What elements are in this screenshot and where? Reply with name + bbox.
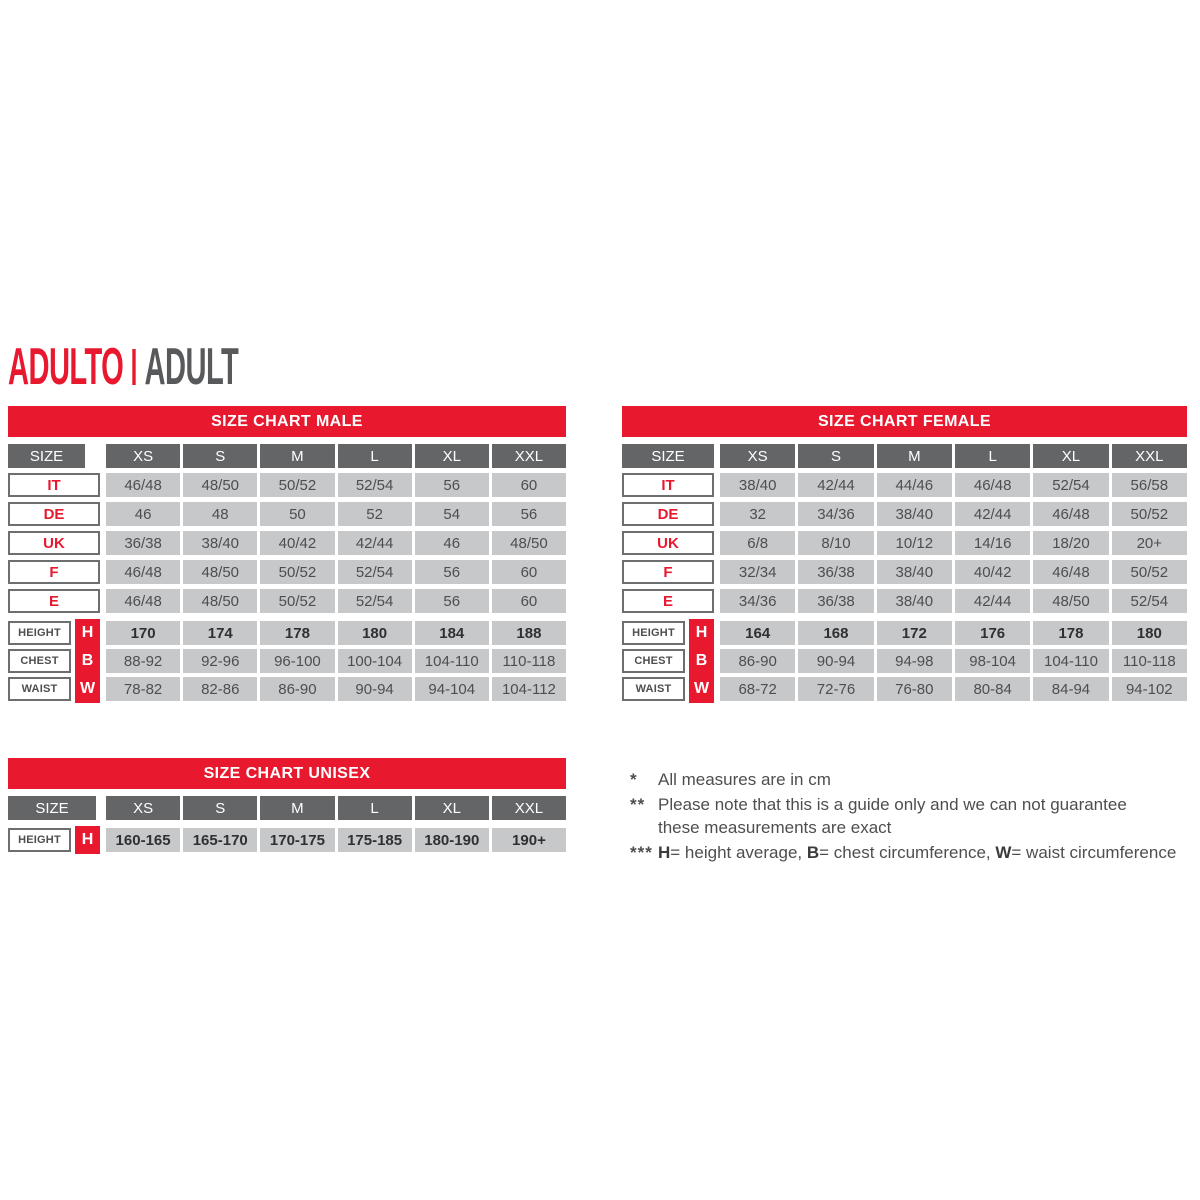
column-header-l: L <box>338 444 412 468</box>
data-cell: 110-118 <box>1112 649 1187 673</box>
data-cell: 94-104 <box>415 677 489 701</box>
data-cell: 188 <box>492 621 566 645</box>
footnote-segment: these measurements are exact <box>658 818 892 837</box>
column-header-xxl: XXL <box>492 444 566 468</box>
corner-cell-size: SIZE <box>622 444 714 468</box>
data-cell: 104-112 <box>492 677 566 701</box>
region-label-uk: UK <box>622 531 714 555</box>
row-label-area <box>8 560 100 584</box>
table-title-male: SIZE CHART MALE <box>8 406 566 437</box>
footnote-text <box>658 768 1200 791</box>
letter-badge-b: B <box>689 647 714 675</box>
data-cell: 92-96 <box>183 649 257 673</box>
page-title <box>8 338 239 396</box>
row-label-area <box>622 677 714 701</box>
data-cell: 48/50 <box>492 531 566 555</box>
region-label-uk: UK <box>8 531 100 555</box>
region-label-f: F <box>8 560 100 584</box>
region-row-e <box>8 589 566 613</box>
data-cell: 48/50 <box>183 473 257 497</box>
measure-row-height <box>8 828 566 852</box>
row-label-area <box>8 621 100 645</box>
letter-badge-b: B <box>75 647 100 675</box>
data-cell: 50/52 <box>1112 502 1187 526</box>
row-label-area <box>8 473 100 497</box>
region-row-e <box>622 589 1187 613</box>
data-cell: 14/16 <box>955 531 1030 555</box>
data-cell: 100-104 <box>338 649 412 673</box>
data-cell: 36/38 <box>798 560 873 584</box>
page-title-primary: ADULTO <box>8 338 124 396</box>
column-header-m: M <box>260 796 334 820</box>
data-cell: 8/10 <box>798 531 873 555</box>
data-cell: 104-110 <box>1033 649 1108 673</box>
row-label-area <box>8 649 100 673</box>
footnote-marker: *** <box>630 843 653 862</box>
data-cell: 56 <box>415 560 489 584</box>
letter-badge-w: W <box>689 675 714 703</box>
column-header-l: L <box>955 444 1030 468</box>
data-cell: 56 <box>415 589 489 613</box>
data-cell: 40/42 <box>260 531 334 555</box>
footnote-text <box>658 793 1200 839</box>
data-cell: 190+ <box>492 828 566 852</box>
data-cell: 48 <box>183 502 257 526</box>
region-label-de: DE <box>8 502 100 526</box>
data-cell: 60 <box>492 473 566 497</box>
table-title-unisex: SIZE CHART UNISEX <box>8 758 566 789</box>
data-cell: 178 <box>1033 621 1108 645</box>
measure-label-chest: CHEST <box>8 649 71 673</box>
data-cell: 170 <box>106 621 180 645</box>
data-cell: 38/40 <box>877 589 952 613</box>
row-cells <box>106 560 566 584</box>
row-label-area <box>622 473 714 497</box>
size-chart-male-table <box>8 406 566 701</box>
data-cell: 46 <box>415 531 489 555</box>
row-label-area <box>622 531 714 555</box>
table-title-female: SIZE CHART FEMALE <box>622 406 1187 437</box>
column-header-m: M <box>877 444 952 468</box>
footnote-segment: All measures are in cm <box>658 770 831 789</box>
data-cell: 54 <box>415 502 489 526</box>
data-cell: 36/38 <box>106 531 180 555</box>
data-cell: 42/44 <box>338 531 412 555</box>
letter-badge-h: H <box>75 826 100 854</box>
data-cell: 46/48 <box>955 473 1030 497</box>
data-cell: 36/38 <box>798 589 873 613</box>
row-cells <box>720 473 1187 497</box>
measure-label-chest: CHEST <box>622 649 685 673</box>
column-header-xxl: XXL <box>492 796 566 820</box>
region-label-e: E <box>8 589 100 613</box>
region-row-de <box>8 502 566 526</box>
row-cells <box>106 677 566 701</box>
region-row-f <box>622 560 1187 584</box>
row-label-area <box>8 589 100 613</box>
data-cell: 48/50 <box>183 589 257 613</box>
data-cell: 38/40 <box>183 531 257 555</box>
data-cell: 32/34 <box>720 560 795 584</box>
row-cells <box>720 649 1187 673</box>
row-cells <box>106 828 566 852</box>
footnote-segment: = height average, <box>670 843 807 862</box>
row-label-area <box>8 502 100 526</box>
data-cell: 48/50 <box>183 560 257 584</box>
data-cell: 46/48 <box>106 589 180 613</box>
data-cell: 52/54 <box>338 473 412 497</box>
letter-badge-h: H <box>75 619 100 647</box>
data-cell: 52/54 <box>1112 589 1187 613</box>
row-cells <box>720 502 1187 526</box>
data-cell: 40/42 <box>955 560 1030 584</box>
measure-row-height <box>8 621 566 645</box>
row-cells <box>720 677 1187 701</box>
region-row-uk <box>8 531 566 555</box>
data-cell: 84-94 <box>1033 677 1108 701</box>
letter-badge-h: H <box>689 619 714 647</box>
measure-label-waist: WAIST <box>8 677 71 701</box>
measure-row-waist <box>622 677 1187 701</box>
data-cell: 164 <box>720 621 795 645</box>
column-header-row <box>8 796 566 820</box>
column-header-xxl: XXL <box>1112 444 1187 468</box>
column-header-xl: XL <box>415 796 489 820</box>
footnote-segment: = chest circumference, <box>819 843 996 862</box>
corner-area <box>622 444 714 468</box>
corner-area <box>8 444 100 468</box>
row-label-area <box>8 828 100 852</box>
measure-label-height: HEIGHT <box>8 621 71 645</box>
footnote-key-term: H <box>658 843 671 862</box>
column-header-xs: XS <box>106 444 180 468</box>
column-header-l: L <box>338 796 412 820</box>
measure-label-height: HEIGHT <box>8 828 71 852</box>
data-cell: 60 <box>492 560 566 584</box>
data-cell: 180 <box>1112 621 1187 645</box>
data-cell: 94-98 <box>877 649 952 673</box>
data-cell: 172 <box>877 621 952 645</box>
data-cell: 86-90 <box>260 677 334 701</box>
data-cell: 82-86 <box>183 677 257 701</box>
column-header-row <box>8 444 566 468</box>
footnote-key-term: B <box>806 843 820 862</box>
data-cell: 56 <box>492 502 566 526</box>
data-cell: 180-190 <box>415 828 489 852</box>
row-cells <box>106 502 566 526</box>
header-cells <box>106 796 566 820</box>
header-cells <box>720 444 1187 468</box>
data-cell: 46/48 <box>1033 502 1108 526</box>
data-cell: 18/20 <box>1033 531 1108 555</box>
measure-label-height: HEIGHT <box>622 621 685 645</box>
column-header-xs: XS <box>720 444 795 468</box>
data-cell: 60 <box>492 589 566 613</box>
corner-cell-size: SIZE <box>8 796 96 820</box>
data-cell: 34/36 <box>798 502 873 526</box>
measure-row-chest <box>8 649 566 673</box>
data-cell: 50 <box>260 502 334 526</box>
footnotes-block <box>630 768 1200 866</box>
data-cell: 86-90 <box>720 649 795 673</box>
data-cell: 94-102 <box>1112 677 1187 701</box>
data-cell: 34/36 <box>720 589 795 613</box>
data-cell: 178 <box>260 621 334 645</box>
data-cell: 90-94 <box>338 677 412 701</box>
data-cell: 52/54 <box>338 560 412 584</box>
data-cell: 50/52 <box>260 560 334 584</box>
data-cell: 68-72 <box>720 677 795 701</box>
data-cell: 50/52 <box>260 589 334 613</box>
data-cell: 46/48 <box>1033 560 1108 584</box>
row-cells <box>106 621 566 645</box>
column-header-xl: XL <box>1033 444 1108 468</box>
data-cell: 48/50 <box>1033 589 1108 613</box>
data-cell: 10/12 <box>877 531 952 555</box>
data-cell: 176 <box>955 621 1030 645</box>
data-cell: 78-82 <box>106 677 180 701</box>
data-cell: 52 <box>338 502 412 526</box>
data-cell: 32 <box>720 502 795 526</box>
column-header-row <box>622 444 1187 468</box>
data-cell: 104-110 <box>415 649 489 673</box>
title-separator-bar <box>132 349 135 385</box>
row-cells <box>106 531 566 555</box>
data-cell: 170-175 <box>260 828 334 852</box>
data-cell: 110-118 <box>492 649 566 673</box>
row-cells <box>720 621 1187 645</box>
data-cell: 184 <box>415 621 489 645</box>
region-row-it <box>622 473 1187 497</box>
data-cell: 38/40 <box>877 502 952 526</box>
data-cell: 50/52 <box>1112 560 1187 584</box>
data-cell: 80-84 <box>955 677 1030 701</box>
footnote <box>630 768 1200 791</box>
footnote-marker: ** <box>630 795 646 814</box>
corner-cell-size: SIZE <box>8 444 85 468</box>
column-header-m: M <box>260 444 334 468</box>
row-cells <box>106 649 566 673</box>
data-cell: 175-185 <box>338 828 412 852</box>
measure-row-waist <box>8 677 566 701</box>
data-cell: 42/44 <box>798 473 873 497</box>
column-header-s: S <box>183 796 257 820</box>
column-header-xs: XS <box>106 796 180 820</box>
row-label-area <box>622 502 714 526</box>
data-cell: 42/44 <box>955 589 1030 613</box>
data-cell: 50/52 <box>260 473 334 497</box>
region-row-de <box>622 502 1187 526</box>
column-header-xl: XL <box>415 444 489 468</box>
data-cell: 90-94 <box>798 649 873 673</box>
row-cells <box>106 473 566 497</box>
data-cell: 20+ <box>1112 531 1187 555</box>
region-label-f: F <box>622 560 714 584</box>
data-cell: 88-92 <box>106 649 180 673</box>
data-cell: 160-165 <box>106 828 180 852</box>
data-cell: 174 <box>183 621 257 645</box>
footnote <box>630 841 1200 864</box>
measure-row-chest <box>622 649 1187 673</box>
data-cell: 76-80 <box>877 677 952 701</box>
page-title-secondary: ADULT <box>144 338 239 396</box>
row-label-area <box>622 589 714 613</box>
footnote-text <box>658 841 1200 864</box>
data-cell: 38/40 <box>720 473 795 497</box>
corner-area <box>8 796 100 820</box>
region-row-uk <box>622 531 1187 555</box>
data-cell: 56 <box>415 473 489 497</box>
data-cell: 38/40 <box>877 560 952 584</box>
data-cell: 6/8 <box>720 531 795 555</box>
region-label-e: E <box>622 589 714 613</box>
region-row-f <box>8 560 566 584</box>
footnote-segment: = waist circumference <box>1011 843 1177 862</box>
data-cell: 168 <box>798 621 873 645</box>
data-cell: 46/48 <box>106 473 180 497</box>
measure-row-height <box>622 621 1187 645</box>
data-cell: 52/54 <box>1033 473 1108 497</box>
footnote <box>630 793 1200 839</box>
size-chart-unisex-table <box>8 758 566 852</box>
data-cell: 46/48 <box>106 560 180 584</box>
row-cells <box>720 589 1187 613</box>
column-header-s: S <box>798 444 873 468</box>
data-cell: 56/58 <box>1112 473 1187 497</box>
data-cell: 165-170 <box>183 828 257 852</box>
data-cell: 96-100 <box>260 649 334 673</box>
row-cells <box>720 531 1187 555</box>
data-cell: 72-76 <box>798 677 873 701</box>
size-chart-female-table <box>622 406 1187 701</box>
measure-label-waist: WAIST <box>622 677 685 701</box>
footnote-marker: * <box>630 770 638 789</box>
region-row-it <box>8 473 566 497</box>
data-cell: 52/54 <box>338 589 412 613</box>
row-label-area <box>8 677 100 701</box>
data-cell: 46 <box>106 502 180 526</box>
row-label-area <box>622 649 714 673</box>
data-cell: 98-104 <box>955 649 1030 673</box>
row-label-area <box>8 531 100 555</box>
letter-badge-w: W <box>75 675 100 703</box>
region-label-de: DE <box>622 502 714 526</box>
column-header-s: S <box>183 444 257 468</box>
region-label-it: IT <box>8 473 100 497</box>
footnote-key-term: W <box>995 843 1012 862</box>
header-cells <box>106 444 566 468</box>
region-label-it: IT <box>622 473 714 497</box>
data-cell: 42/44 <box>955 502 1030 526</box>
row-label-area <box>622 621 714 645</box>
data-cell: 180 <box>338 621 412 645</box>
row-cells <box>720 560 1187 584</box>
row-label-area <box>622 560 714 584</box>
row-cells <box>106 589 566 613</box>
data-cell: 44/46 <box>877 473 952 497</box>
footnote-segment: Please note that this is a guide only and we can not guarantee <box>658 795 1127 814</box>
